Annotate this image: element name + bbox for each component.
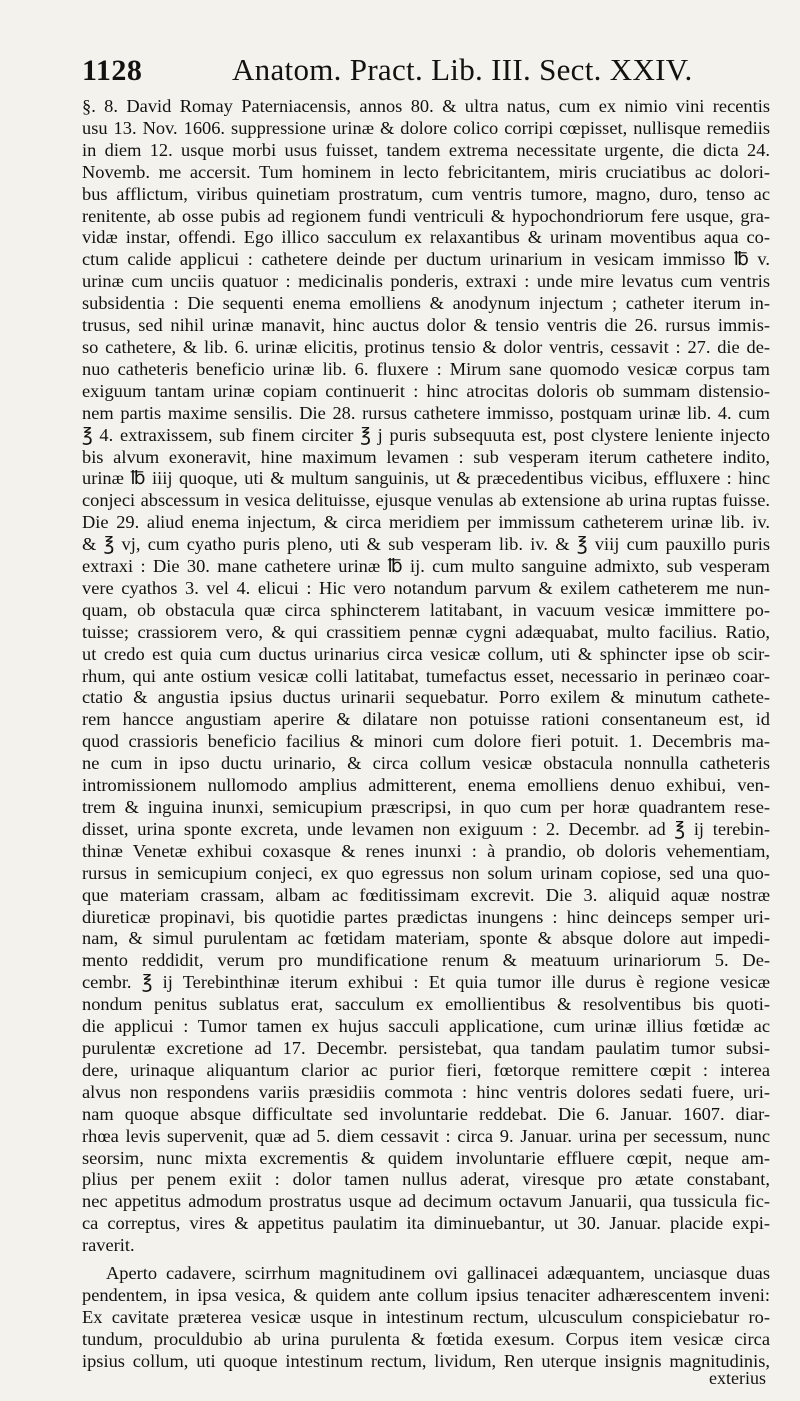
paragraph xyxy=(82,1263,770,1373)
text-line: plius per penem exiit : dolor tamen nullus aderat, viresque pro ætate constabant, xyxy=(82,1169,770,1190)
text-line: tundum, proculdubio ab urina purulenta & fœtida exesum. Corpus item vesicæ circa xyxy=(82,1328,770,1349)
text-line: nondum penitus sublatus erat, sacculum ex emollientibus & resolventibus bis quoti- xyxy=(82,994,770,1015)
text-line: trem & inguina inunxi, semicupium præscripsi, in quo cum per horæ quadrantem rese- xyxy=(82,797,770,817)
text-line: que materiam crassam, albam ac fœditissimam excrevit. Die 3. aliquid aquæ nostræ xyxy=(82,884,770,905)
text-line: ctum calide applicui : cathetere deinde per ductum urinarium in vesicam immisso ℔ v. xyxy=(82,249,770,270)
text-line: conjeci abscessum in vesica delituisse, ejusque venulas ab extensione ab urina ruptas fuisse. xyxy=(82,490,770,511)
text-line: ut credo est quia cum ductus urinarius circa vesicæ collum, uti & sphincter ipse ob scir- xyxy=(82,643,770,664)
text-line: so cathetere, & lib. 6. urinæ elicitis, protinus tensio & dolor ventris, cessavit : 27. die de- xyxy=(82,336,770,357)
text-line: die applicui : Tumor tamen ex hujus sacculi applicatione, cum urinæ illius fœtidæ ac xyxy=(82,1016,770,1037)
text-line: Die 29. aliud enema injectum, & circa meridiem per immissum catheterem urinæ lib. iv. xyxy=(82,512,770,533)
text-line: disset, urina sponte excreta, unde levamen non exiguum : 2. Decembr. ad ℥ ij terebin- xyxy=(82,818,770,839)
text-line: nem partis maxime sensilis. Die 28. rursus cathetere immisso, postquam urinæ lib. 4. cum xyxy=(82,402,770,423)
text-line: exiguum tantam urinæ copiam continuerit : hinc atrocitas doloris ob summam distensio- xyxy=(82,380,770,401)
text-line: subsidentia : Die sequenti enema emolliens & anodynum injectum ; catheter iterum in- xyxy=(82,293,770,314)
text-line: §. 8. David Romay Paterniacensis, annos 80. & ultra natus, cum ex nimio vini recentis xyxy=(82,96,770,116)
text-line: dere, urinaque aliquantum clarior ac purior fieri, fœtorque remittere cœpit : interea xyxy=(82,1059,770,1080)
catchword: exterius xyxy=(709,1368,766,1388)
text-line: nuo catheteris beneficio urinæ lib. 6. fluxere : Mirum sane quomodo vesicæ corpus tam xyxy=(82,358,770,379)
text-line: bus afflictum, viribus quinetiam prostratum, cum ventris tumore, magno, duro, tenso ac xyxy=(82,183,770,204)
page-header xyxy=(82,52,766,92)
text-line: bis alvum exoneravit, hine maximum levamen : sub vesperam iterum cathetere indito, xyxy=(82,446,770,467)
text-line: renitente, ab osse pubis ad regionem fundi ventriculi & hypochondriorum fere usque, gra- xyxy=(82,205,770,226)
text-line: ca correptus, vires & appetitus paulatim ita diminuebantur, ut 30. Januar. placide expi- xyxy=(82,1213,770,1234)
text-line: in diem 12. usque morbi usus fuisset, tandem extrema necessitate urgente, die dicta 24. xyxy=(82,139,770,160)
text-line: vidæ instar, offendi. Ego illico sacculum ex relaxantibus & urinam moventibus aqua co- xyxy=(82,227,770,248)
text-line: tuisse; crassiorem vero, & qui crassitiem pennæ cygni adæquabat, multo facilius. Ratio, xyxy=(82,621,770,642)
text-line: vere cyathos 3. vel 4. elicui : Hic vero notandum parvum & exilem catheterem me nun- xyxy=(82,577,770,598)
paragraph xyxy=(82,96,770,1257)
text-line: trusus, sed nihil urinæ manavit, hinc auctus dolor & tensio ventris die 26. rursus immis- xyxy=(82,315,770,336)
running-title: Anatom. Pract. Lib. III. Sect. XXIV. xyxy=(232,52,693,87)
text-line: rem hancce angustiam aperire & dilatare non potuisse rationi consentaneum est, id xyxy=(82,709,770,730)
text-line: nec appetitus admodum prostratus usque ad decimum octavum Januarii, qua tussicula fic- xyxy=(82,1191,770,1212)
text-line: urinæ ℔ iiij quoque, uti & multum sanguinis, ut & præcedentibus vicibus, effluxere : hinc xyxy=(82,468,770,489)
text-line: purulentæ excretione ad 17. Decembr. persistebat, qua tandam paulatim tumor subsi- xyxy=(82,1037,770,1058)
text-line: quod crassioris beneficio facilius & minori cum dolore fieri potuit. 1. Decembris ma- xyxy=(82,731,770,752)
text-line: ne cum in ipso ductu urinario, & circa collum vesicæ obstacula nonnulla catheteris xyxy=(82,753,770,774)
page-number: 1128 xyxy=(82,54,143,87)
text-line: diureticæ propinavi, bis quotidie partes prædictas inungens : hinc deinceps semper uri- xyxy=(82,906,770,927)
text-line: nam, & simul purulentam ac fœtidam materiam, sponte & absque dolore aut impedi- xyxy=(82,928,770,949)
text-line: extraxi : Die 30. mane cathetere urinæ ℔ ij. cum multo sanguine admixto, sub vesperam xyxy=(82,556,770,577)
text-line: rhœa levis supervenit, quæ ad 5. diem cessavit : circa 9. Januar. urina per secessum, nunc xyxy=(82,1125,770,1146)
text-line: Ex cavitate præterea vesicæ usque in intestinum rectum, ulcusculum conspiciebatur ro- xyxy=(82,1306,770,1327)
text-line: ℥ 4. extraxissem, sub finem circiter ℥ j puris subsequuta est, post clystere leniente injecto xyxy=(82,424,770,445)
text-line: quam, ob obstacula quæ circa sphincterem latitabant, in vacuum vesicæ immittere po- xyxy=(82,599,770,620)
text-line: & ℥ vj, cum cyatho puris pleno, uti & sub vesperam lib. iv. & ℥ viij cum pauxillo puris xyxy=(82,534,770,555)
text-line: alvus non respondens variis præsidiis commota : hinc ventris dolores sedati fuere, uri- xyxy=(82,1081,770,1102)
text-line: seorsim, nunc mixta excrementis & quidem involuntarie effluere cœpit, neque am- xyxy=(82,1147,770,1168)
text-line: ctatio & angustia ipsius ductus urinarii sequebatur. Porro exilem & minutum cathete- xyxy=(82,687,770,708)
text-line: nam quoque absque difficultate sed involuntarie reddebat. Die 6. Januar. 1607. diar- xyxy=(82,1103,770,1124)
text-line: raverit. xyxy=(82,1235,135,1256)
text-line: thinæ Venetæ exhibui coxasque & renes inunxi : à prandio, ob doloris vehementiam, xyxy=(82,840,770,861)
text-body xyxy=(82,96,770,1373)
text-line: ipsius collum, uti quoque intestinum rectum, lividum, Ren uterque insignis magnitudinis, xyxy=(82,1350,770,1371)
text-line: rursus in semicupium conjeci, ex quo egressus non solum urinam copiose, sed una quo- xyxy=(82,862,770,883)
text-line: Aperto cadavere, scirrhum magnitudinem ovi gallinacei adæquantem, unciasque duas xyxy=(106,1263,770,1284)
text-line: Novemb. me accersit. Tum hominem in lecto febricitantem, miris cruciatibus ac dolori- xyxy=(82,161,770,182)
text-line: rhum, qui ante ostium vesicæ colli latitabat, tumefactus esset, necessario in perinæo coar- xyxy=(82,665,770,686)
text-line: usu 13. Nov. 1606. suppressione urinæ & dolore colico corripi cœpisset, nullisque remediis xyxy=(82,117,770,138)
text-line: cembr. ℥ ij Terebinthinæ iterum exhibui : Et quia tumor ille durus è regione vesicæ xyxy=(82,972,770,993)
text-line: mento reddidit, verum pro mundificatione renum & meatuum urinariorum 5. De- xyxy=(82,950,770,971)
text-line: pendentem, in ipsa vesica, & quidem ante collum ipsius tenaciter adhærescentem inveni: xyxy=(82,1284,770,1305)
text-line: intromissionem nullomodo amplius admitterent, enema emolliens denuo exhibui, ven- xyxy=(82,775,770,796)
text-line: urinæ cum unciis quatuor : medicinalis ponderis, extraxi : unde mire levatus cum ventris xyxy=(82,271,770,292)
